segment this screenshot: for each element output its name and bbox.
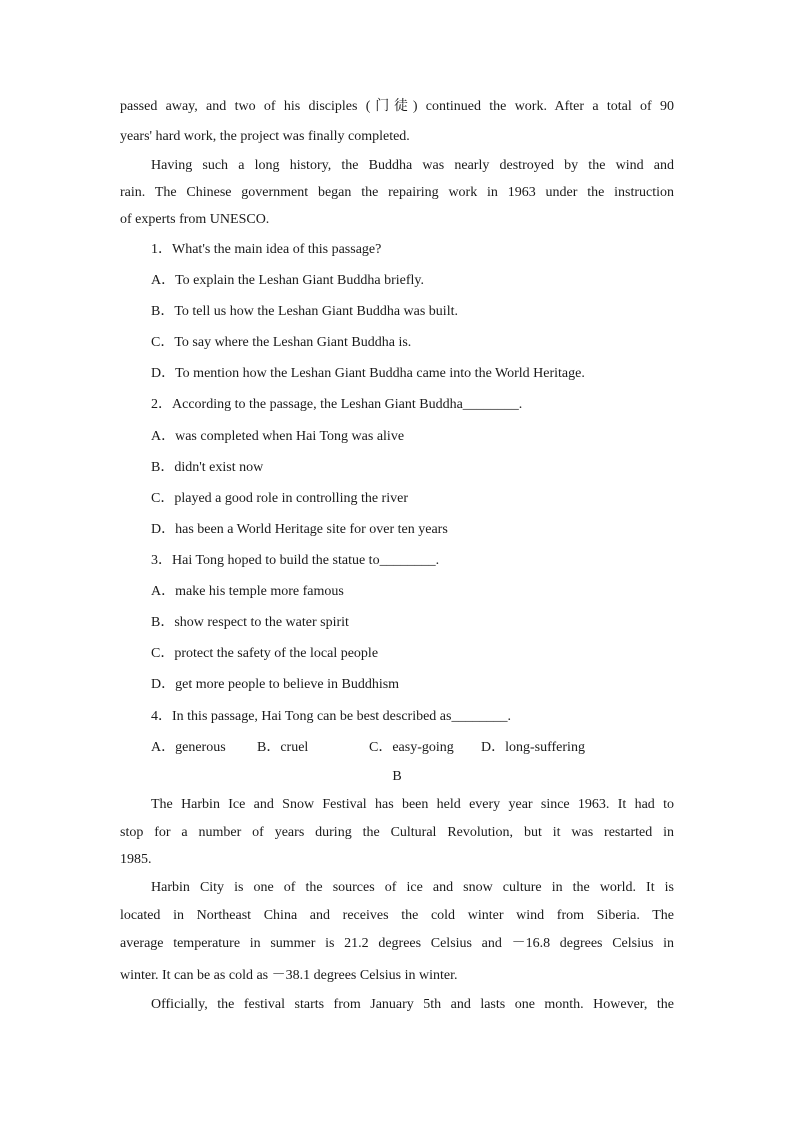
passage-b-line: The Harbin Ice and Snow Festival has been held every year since 1963. It had to — [151, 797, 674, 812]
question-4-option-d: D．long-suffering — [481, 740, 585, 755]
passage-a-line: years' hard work, the project was finally completed. — [120, 129, 410, 144]
question-3-option-a: A．make his temple more famous — [151, 584, 344, 599]
passage-b-line: Officially, the festival starts from January 5th and lasts one month. However, the — [151, 997, 674, 1012]
passage-a-line: rain. The Chinese government began the repairing work in 1963 under the instruction — [120, 185, 674, 200]
question-3-option-d: D．get more people to believe in Buddhism — [151, 677, 400, 692]
question-2-option-d: D．has been a World Heritage site for over ten years — [151, 522, 448, 537]
question-4-option-b: B．cruel — [257, 740, 309, 755]
passage-b-line: Harbin City is one of the sources of ice and snow culture in the world. It is — [151, 880, 674, 895]
question-3-stem: 3．Hai Tong hoped to build the statue to________. — [151, 553, 440, 568]
question-1-stem: 1．What's the main idea of this passage? — [151, 242, 382, 257]
passage-b-line: located in Northeast China and receives the cold winter wind from Siberia. The — [120, 908, 674, 923]
question-1-option-a: A．To explain the Leshan Giant Buddha briefly. — [151, 273, 424, 288]
passage-a-line: of experts from UNESCO. — [120, 212, 270, 227]
passage-b-line: stop for a number of years during the Cultural Revolution, but it was restarted in — [120, 825, 674, 840]
question-4-option-a: A．generous — [151, 740, 226, 755]
question-2-option-c: C．played a good role in controlling the river — [151, 491, 408, 506]
question-1-option-d: D．To mention how the Leshan Giant Buddha came into the World Heritage. — [151, 366, 585, 381]
passage-b-line: 1985. — [120, 852, 152, 867]
question-2-stem: 2．According to the passage, the Leshan Giant Buddha________. — [151, 397, 523, 412]
question-1-option-c: C．To say where the Leshan Giant Buddha is. — [151, 335, 412, 350]
question-4-stem: 4．In this passage, Hai Tong can be best described as________. — [151, 709, 511, 724]
section-b-heading: B — [392, 769, 402, 784]
passage-a-line: Having such a long history, the Buddha was nearly destroyed by the wind and — [151, 158, 674, 173]
question-1-option-b: B．To tell us how the Leshan Giant Buddha was built. — [151, 304, 458, 319]
question-3-option-c: C．protect the safety of the local people — [151, 646, 379, 661]
question-3-option-b: B．show respect to the water spirit — [151, 615, 349, 630]
passage-b-line: average temperature in summer is 21.2 degrees Celsius and －16.8 degrees Celsius in — [120, 936, 674, 951]
passage-a-line: passed away, and two of his disciples (门徒) continued the work. After a total of 90 — [120, 99, 674, 114]
question-2-option-a: A．was completed when Hai Tong was alive — [151, 429, 405, 444]
question-4-options — [151, 739, 585, 757]
question-4-option-c: C．easy-going — [369, 740, 454, 755]
passage-b-line: winter. It can be as cold as －38.1 degrees Celsius in winter. — [120, 968, 458, 983]
question-2-option-b: B．didn't exist now — [151, 460, 264, 475]
